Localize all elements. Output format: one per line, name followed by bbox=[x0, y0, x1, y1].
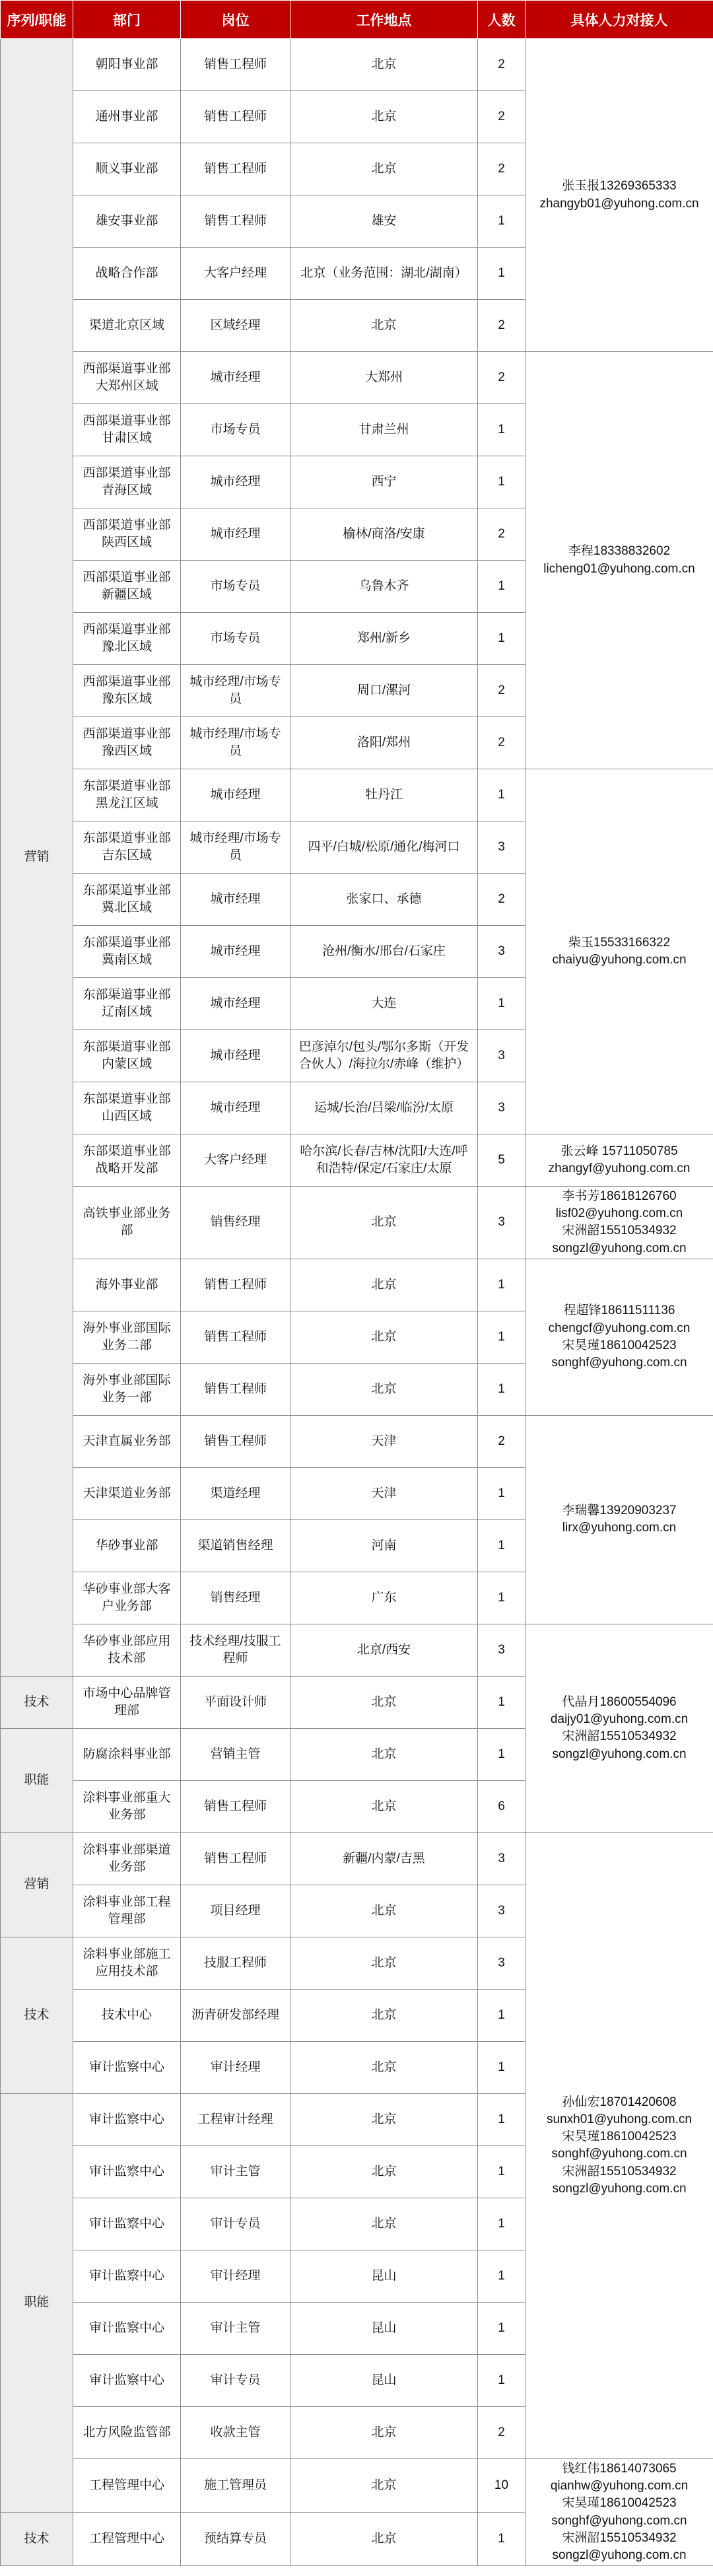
location-cell: 广东 bbox=[290, 1572, 478, 1624]
location-cell: 北京 bbox=[290, 1989, 478, 2041]
sequence-cell: 技术 bbox=[1, 1937, 73, 2093]
table-row bbox=[1, 352, 713, 404]
position-cell: 城市经理 bbox=[181, 1082, 290, 1134]
department-cell: 东部渠道事业部山西区域 bbox=[73, 1082, 181, 1134]
table-row bbox=[1, 1624, 713, 1676]
location-cell: 郑州/新乡 bbox=[290, 613, 478, 665]
table-body bbox=[1, 39, 713, 2566]
contact-line: songzl@yuhong.com.cn bbox=[552, 1241, 687, 1255]
contact-line: licheng01@yuhong.com.cn bbox=[543, 561, 695, 576]
department-cell: 审计监察中心 bbox=[73, 2250, 181, 2302]
position-cell: 审计主管 bbox=[181, 2302, 290, 2354]
department-cell: 西部渠道事业部豫东区域 bbox=[73, 665, 181, 717]
contact-line: chengcf@yuhong.com.cn bbox=[548, 1321, 691, 1335]
department-cell: 海外事业部国际业务一部 bbox=[73, 1363, 181, 1415]
department-cell: 西部渠道事业部新疆区域 bbox=[73, 561, 181, 613]
department-cell: 涂料事业部渠道业务部 bbox=[73, 1832, 181, 1885]
location-cell: 北京 bbox=[290, 1363, 478, 1415]
department-cell: 战略合作部 bbox=[73, 248, 181, 300]
hr-contact-cell bbox=[526, 769, 713, 1134]
headcount-cell: 2 bbox=[478, 717, 526, 769]
department-cell: 涂料事业部工程管理部 bbox=[73, 1885, 181, 1937]
location-cell: 北京 bbox=[290, 2458, 478, 2512]
position-cell: 市场专员 bbox=[181, 561, 290, 613]
headcount-cell: 1 bbox=[478, 1519, 526, 1572]
headcount-cell: 3 bbox=[478, 1832, 526, 1885]
table-header bbox=[1, 1, 713, 39]
position-cell: 平面设计师 bbox=[181, 1676, 290, 1728]
contact-line: 宋洲韶15510534932 bbox=[562, 1224, 677, 1238]
location-cell: 榆林/商洛/安康 bbox=[290, 508, 478, 561]
position-cell: 城市经理/市场专员 bbox=[181, 717, 290, 769]
location-cell: 大连 bbox=[290, 978, 478, 1030]
headcount-cell: 1 bbox=[478, 195, 526, 248]
position-cell: 城市经理 bbox=[181, 1030, 290, 1082]
position-cell: 销售工程师 bbox=[181, 1780, 290, 1832]
headcount-cell: 3 bbox=[478, 1885, 526, 1937]
position-cell: 销售工程师 bbox=[181, 1311, 290, 1363]
headcount-cell: 2 bbox=[478, 874, 526, 926]
contact-line: 宋洲韶15510534932 bbox=[562, 1729, 677, 1744]
department-cell: 涂料事业部重大业务部 bbox=[73, 1780, 181, 1832]
headcount-cell: 1 bbox=[478, 2302, 526, 2354]
location-cell: 张家口、承德 bbox=[290, 874, 478, 926]
location-cell: 北京 bbox=[290, 1780, 478, 1832]
department-cell: 防腐涂料事业部 bbox=[73, 1728, 181, 1780]
contact-line: songhf@yuhong.com.cn bbox=[551, 1356, 687, 1370]
position-cell: 城市经理 bbox=[181, 926, 290, 978]
position-cell: 销售经理 bbox=[181, 1187, 290, 1259]
position-cell: 项目经理 bbox=[181, 1885, 290, 1937]
position-cell: 技服工程师 bbox=[181, 1937, 290, 1989]
position-cell: 沥青研发部经理 bbox=[181, 1989, 290, 2041]
location-cell: 昆山 bbox=[290, 2354, 478, 2406]
position-cell: 技术经理/技服工程师 bbox=[181, 1624, 290, 1676]
position-cell: 销售工程师 bbox=[181, 1259, 290, 1311]
sequence-cell: 技术 bbox=[1, 1676, 73, 1728]
department-cell: 技术中心 bbox=[73, 1989, 181, 2041]
position-cell: 城市经理 bbox=[181, 508, 290, 561]
position-cell: 审计主管 bbox=[181, 2145, 290, 2198]
location-cell: 北京 bbox=[290, 1728, 478, 1780]
position-cell: 市场专员 bbox=[181, 404, 290, 456]
position-cell: 审计经理 bbox=[181, 2250, 290, 2302]
headcount-cell: 3 bbox=[478, 821, 526, 874]
sequence-cell: 营销 bbox=[1, 39, 73, 1677]
hr-contact-cell bbox=[526, 1259, 713, 1415]
contact-line: songzl@yuhong.com.cn bbox=[552, 2548, 687, 2562]
location-cell: 北京 bbox=[290, 91, 478, 143]
location-cell: 西宁 bbox=[290, 456, 478, 508]
header-department: 部门 bbox=[73, 1, 181, 39]
department-cell: 朝阳事业部 bbox=[73, 39, 181, 91]
header-position: 岗位 bbox=[181, 1, 290, 39]
location-cell: 新疆/内蒙/吉黑 bbox=[290, 1832, 478, 1885]
location-cell: 昆山 bbox=[290, 2250, 478, 2302]
location-cell: 北京 bbox=[290, 300, 478, 352]
hr-contact-cell bbox=[526, 1415, 713, 1624]
location-cell: 周口/漯河 bbox=[290, 665, 478, 717]
headcount-cell: 1 bbox=[478, 613, 526, 665]
location-cell: 天津 bbox=[290, 1467, 478, 1519]
contact-line: zhangyb01@yuhong.com.cn bbox=[539, 196, 699, 211]
department-cell: 审计监察中心 bbox=[73, 2198, 181, 2250]
location-cell: 牡丹江 bbox=[290, 769, 478, 821]
contact-line: songhf@yuhong.com.cn bbox=[551, 2513, 687, 2528]
position-cell: 施工管理员 bbox=[181, 2458, 290, 2512]
headcount-cell: 10 bbox=[478, 2458, 526, 2512]
header-sequence: 序列/职能 bbox=[1, 1, 73, 39]
headcount-cell: 1 bbox=[478, 1363, 526, 1415]
contact-line: 张云峰 15711050785 bbox=[560, 1144, 678, 1158]
department-cell: 东部渠道事业部战略开发部 bbox=[73, 1134, 181, 1187]
location-cell: 北京/西安 bbox=[290, 1624, 478, 1676]
contact-line: 宋洲韶15510534932 bbox=[562, 2530, 677, 2545]
department-cell: 高铁事业部业务部 bbox=[73, 1187, 181, 1259]
contact-line: 宋洲韶15510534932 bbox=[562, 2164, 677, 2178]
department-cell: 工程管理中心 bbox=[73, 2513, 181, 2566]
table-row bbox=[1, 1134, 713, 1187]
location-cell: 北京 bbox=[290, 2041, 478, 2093]
position-cell: 城市经理 bbox=[181, 978, 290, 1030]
department-cell: 东部渠道事业部内蒙区域 bbox=[73, 1030, 181, 1082]
headcount-cell: 2 bbox=[478, 2406, 526, 2458]
hr-contact-cell bbox=[526, 1832, 713, 2458]
headcount-cell: 2 bbox=[478, 91, 526, 143]
location-cell: 北京 bbox=[290, 2513, 478, 2566]
position-cell: 城市经理/市场专员 bbox=[181, 821, 290, 874]
department-cell: 华砂事业部 bbox=[73, 1519, 181, 1572]
headcount-cell: 2 bbox=[478, 352, 526, 404]
headcount-cell: 6 bbox=[478, 1780, 526, 1832]
contact-line: songzl@yuhong.com.cn bbox=[552, 2181, 687, 2196]
location-cell: 洛阳/郑州 bbox=[290, 717, 478, 769]
position-cell: 城市经理 bbox=[181, 352, 290, 404]
department-cell: 华砂事业部大客户业务部 bbox=[73, 1572, 181, 1624]
hr-contact-cell bbox=[526, 1134, 713, 1187]
headcount-cell: 3 bbox=[478, 1937, 526, 1989]
header-location: 工作地点 bbox=[290, 1, 478, 39]
headcount-cell: 1 bbox=[478, 2041, 526, 2093]
department-cell: 东部渠道事业部黑龙江区域 bbox=[73, 769, 181, 821]
department-cell: 西部渠道事业部大郑州区域 bbox=[73, 352, 181, 404]
location-cell: 北京 bbox=[290, 1676, 478, 1728]
position-cell: 销售工程师 bbox=[181, 1363, 290, 1415]
sequence-cell: 职能 bbox=[1, 2093, 73, 2512]
location-cell: 巴彦淖尔/包头/鄂尔多斯（开发合伙人）/海拉尔/赤峰（维护） bbox=[290, 1030, 478, 1082]
headcount-cell: 3 bbox=[478, 926, 526, 978]
department-cell: 渠道北京区域 bbox=[73, 300, 181, 352]
header-hr-contact: 具体人力对接人 bbox=[526, 1, 713, 39]
headcount-cell: 1 bbox=[478, 561, 526, 613]
location-cell: 北京 bbox=[290, 2406, 478, 2458]
headcount-cell: 1 bbox=[478, 2250, 526, 2302]
contact-line: 宋昊瑾18610042523 bbox=[562, 2496, 677, 2511]
contact-line: songzl@yuhong.com.cn bbox=[552, 1747, 687, 1761]
table-row bbox=[1, 39, 713, 91]
department-cell: 顺义事业部 bbox=[73, 143, 181, 195]
headcount-cell: 2 bbox=[478, 1415, 526, 1467]
header-row bbox=[1, 1, 713, 39]
contact-line: lisf02@yuhong.com.cn bbox=[555, 1206, 683, 1221]
table-row bbox=[1, 1187, 713, 1259]
table-row bbox=[1, 1259, 713, 1311]
position-cell: 销售工程师 bbox=[181, 1415, 290, 1467]
headcount-cell: 2 bbox=[478, 665, 526, 717]
location-cell: 北京 bbox=[290, 1937, 478, 1989]
contact-line: 宋昊瑾18610042523 bbox=[562, 1338, 677, 1352]
department-cell: 西部渠道事业部甘肃区域 bbox=[73, 404, 181, 456]
contact-line: 宋昊瑾18610042523 bbox=[562, 2130, 677, 2144]
hr-contact-cell bbox=[526, 2458, 713, 2565]
position-cell: 工程审计经理 bbox=[181, 2093, 290, 2145]
headcount-cell: 1 bbox=[478, 1259, 526, 1311]
hr-contact-cell bbox=[526, 1187, 713, 1259]
contact-line: 柴玉15533166322 bbox=[568, 935, 671, 950]
headcount-cell: 2 bbox=[478, 300, 526, 352]
location-cell: 北京 bbox=[290, 2145, 478, 2198]
contact-line: qianhw@yuhong.com.cn bbox=[550, 2479, 689, 2493]
headcount-cell: 1 bbox=[478, 2198, 526, 2250]
hr-contact-cell bbox=[526, 352, 713, 769]
department-cell: 海外事业部国际业务二部 bbox=[73, 1311, 181, 1363]
headcount-cell: 3 bbox=[478, 1624, 526, 1676]
headcount-cell: 1 bbox=[478, 1311, 526, 1363]
position-cell: 销售工程师 bbox=[181, 1832, 290, 1885]
contact-line: daijy01@yuhong.com.cn bbox=[550, 1712, 689, 1727]
position-cell: 销售工程师 bbox=[181, 195, 290, 248]
department-cell: 西部渠道事业部青海区域 bbox=[73, 456, 181, 508]
headcount-cell: 1 bbox=[478, 2354, 526, 2406]
position-cell: 预结算专员 bbox=[181, 2513, 290, 2566]
location-cell: 北京 bbox=[290, 2093, 478, 2145]
department-cell: 雄安事业部 bbox=[73, 195, 181, 248]
department-cell: 审计监察中心 bbox=[73, 2302, 181, 2354]
headcount-cell: 3 bbox=[478, 1187, 526, 1259]
location-cell: 大郑州 bbox=[290, 352, 478, 404]
location-cell: 北京（业务范围：湖北/湖南） bbox=[290, 248, 478, 300]
position-cell: 城市经理 bbox=[181, 874, 290, 926]
contact-line: 李书芳18618126760 bbox=[562, 1189, 677, 1203]
headcount-cell: 1 bbox=[478, 248, 526, 300]
department-cell: 审计监察中心 bbox=[73, 2354, 181, 2406]
position-cell: 大客户经理 bbox=[181, 248, 290, 300]
position-cell: 城市经理 bbox=[181, 456, 290, 508]
department-cell: 西部渠道事业部豫北区域 bbox=[73, 613, 181, 665]
department-cell: 通州事业部 bbox=[73, 91, 181, 143]
headcount-cell: 1 bbox=[478, 978, 526, 1030]
headcount-cell: 3 bbox=[478, 1082, 526, 1134]
position-cell: 城市经理/市场专员 bbox=[181, 665, 290, 717]
location-cell: 沧州/衡水/邢台/石家庄 bbox=[290, 926, 478, 978]
position-cell: 城市经理 bbox=[181, 769, 290, 821]
contact-line: 代晶月18600554096 bbox=[562, 1694, 677, 1709]
position-cell: 销售工程师 bbox=[181, 91, 290, 143]
sequence-cell: 营销 bbox=[1, 1832, 73, 1937]
location-cell: 四平/白城/松原/通化/梅河口 bbox=[290, 821, 478, 874]
contact-line: chaiyu@yuhong.com.cn bbox=[552, 953, 687, 967]
headcount-cell: 2 bbox=[478, 39, 526, 91]
location-cell: 运城/长治/吕梁/临汾/太原 bbox=[290, 1082, 478, 1134]
location-cell: 天津 bbox=[290, 1415, 478, 1467]
headcount-cell: 1 bbox=[478, 1728, 526, 1780]
table-row bbox=[1, 2458, 713, 2512]
department-cell: 涂料事业部施工应用技术部 bbox=[73, 1937, 181, 1989]
headcount-cell: 1 bbox=[478, 456, 526, 508]
department-cell: 天津渠道业务部 bbox=[73, 1467, 181, 1519]
position-cell: 销售经理 bbox=[181, 1572, 290, 1624]
headcount-cell: 1 bbox=[478, 2093, 526, 2145]
contact-line: 孙仙宏18701420608 bbox=[562, 2095, 677, 2109]
contact-line: 张玉报13269365333 bbox=[562, 179, 677, 193]
department-cell: 东部渠道事业部辽南区域 bbox=[73, 978, 181, 1030]
headcount-cell: 1 bbox=[478, 1676, 526, 1728]
contact-line: 程超锋18611511136 bbox=[563, 1304, 675, 1318]
department-cell: 东部渠道事业部吉东区域 bbox=[73, 821, 181, 874]
table-row bbox=[1, 1832, 713, 1885]
contact-line: 李程18338832602 bbox=[568, 544, 671, 559]
position-cell: 审计专员 bbox=[181, 2354, 290, 2406]
location-cell: 乌鲁木齐 bbox=[290, 561, 478, 613]
table-row bbox=[1, 769, 713, 821]
position-cell: 销售工程师 bbox=[181, 39, 290, 91]
contact-line: songhf@yuhong.com.cn bbox=[551, 2147, 687, 2161]
table-row bbox=[1, 1415, 713, 1467]
headcount-cell: 1 bbox=[478, 2145, 526, 2198]
department-cell: 海外事业部 bbox=[73, 1259, 181, 1311]
position-cell: 区域经理 bbox=[181, 300, 290, 352]
department-cell: 西部渠道事业部陕西区域 bbox=[73, 508, 181, 561]
location-cell: 北京 bbox=[290, 1885, 478, 1937]
location-cell: 北京 bbox=[290, 1187, 478, 1259]
sequence-cell: 技术 bbox=[1, 2513, 73, 2566]
position-cell: 审计专员 bbox=[181, 2198, 290, 2250]
location-cell: 北京 bbox=[290, 143, 478, 195]
location-cell: 北京 bbox=[290, 1311, 478, 1363]
location-cell: 哈尔滨/长春/吉林/沈阳/大连/呼和浩特/保定/石家庄/太原 bbox=[290, 1134, 478, 1187]
location-cell: 河南 bbox=[290, 1519, 478, 1572]
location-cell: 北京 bbox=[290, 39, 478, 91]
position-cell: 审计经理 bbox=[181, 2041, 290, 2093]
contact-line: sunxh01@yuhong.com.cn bbox=[547, 2112, 692, 2126]
headcount-cell: 3 bbox=[478, 1030, 526, 1082]
contact-line: 李瑞馨13920903237 bbox=[562, 1504, 677, 1518]
location-cell: 昆山 bbox=[290, 2302, 478, 2354]
location-cell: 雄安 bbox=[290, 195, 478, 248]
hr-contact-cell bbox=[526, 39, 713, 352]
position-cell: 渠道销售经理 bbox=[181, 1519, 290, 1572]
position-cell: 渠道经理 bbox=[181, 1467, 290, 1519]
department-cell: 华砂事业部应用技术部 bbox=[73, 1624, 181, 1676]
department-cell: 审计监察中心 bbox=[73, 2041, 181, 2093]
headcount-cell: 1 bbox=[478, 2513, 526, 2566]
headcount-cell: 1 bbox=[478, 1989, 526, 2041]
department-cell: 天津直属业务部 bbox=[73, 1415, 181, 1467]
hr-contact-cell bbox=[526, 1624, 713, 1832]
department-cell: 北方风险监管部 bbox=[73, 2406, 181, 2458]
position-cell: 营销主管 bbox=[181, 1728, 290, 1780]
headcount-cell: 1 bbox=[478, 769, 526, 821]
position-cell: 大客户经理 bbox=[181, 1134, 290, 1187]
location-cell: 甘肃兰州 bbox=[290, 404, 478, 456]
headcount-cell: 1 bbox=[478, 1572, 526, 1624]
headcount-cell: 2 bbox=[478, 143, 526, 195]
department-cell: 审计监察中心 bbox=[73, 2145, 181, 2198]
department-cell: 工程管理中心 bbox=[73, 2458, 181, 2512]
department-cell: 东部渠道事业部冀北区域 bbox=[73, 874, 181, 926]
headcount-cell: 1 bbox=[478, 1467, 526, 1519]
header-headcount: 人数 bbox=[478, 1, 526, 39]
department-cell: 西部渠道事业部豫西区域 bbox=[73, 717, 181, 769]
headcount-cell: 1 bbox=[478, 404, 526, 456]
position-cell: 收款主管 bbox=[181, 2406, 290, 2458]
position-cell: 市场专员 bbox=[181, 613, 290, 665]
department-cell: 东部渠道事业部冀南区域 bbox=[73, 926, 181, 978]
contact-line: zhangyf@yuhong.com.cn bbox=[548, 1162, 691, 1175]
headcount-cell: 2 bbox=[478, 508, 526, 561]
position-cell: 销售工程师 bbox=[181, 143, 290, 195]
sequence-cell: 职能 bbox=[1, 1728, 73, 1832]
department-cell: 市场中心品牌管理部 bbox=[73, 1676, 181, 1728]
location-cell: 北京 bbox=[290, 1259, 478, 1311]
department-cell: 审计监察中心 bbox=[73, 2093, 181, 2145]
headcount-cell: 5 bbox=[478, 1134, 526, 1187]
contact-line: 钱红伟18614073065 bbox=[562, 2461, 677, 2476]
location-cell: 北京 bbox=[290, 2198, 478, 2250]
contact-line: lirx@yuhong.com.cn bbox=[562, 1521, 677, 1535]
